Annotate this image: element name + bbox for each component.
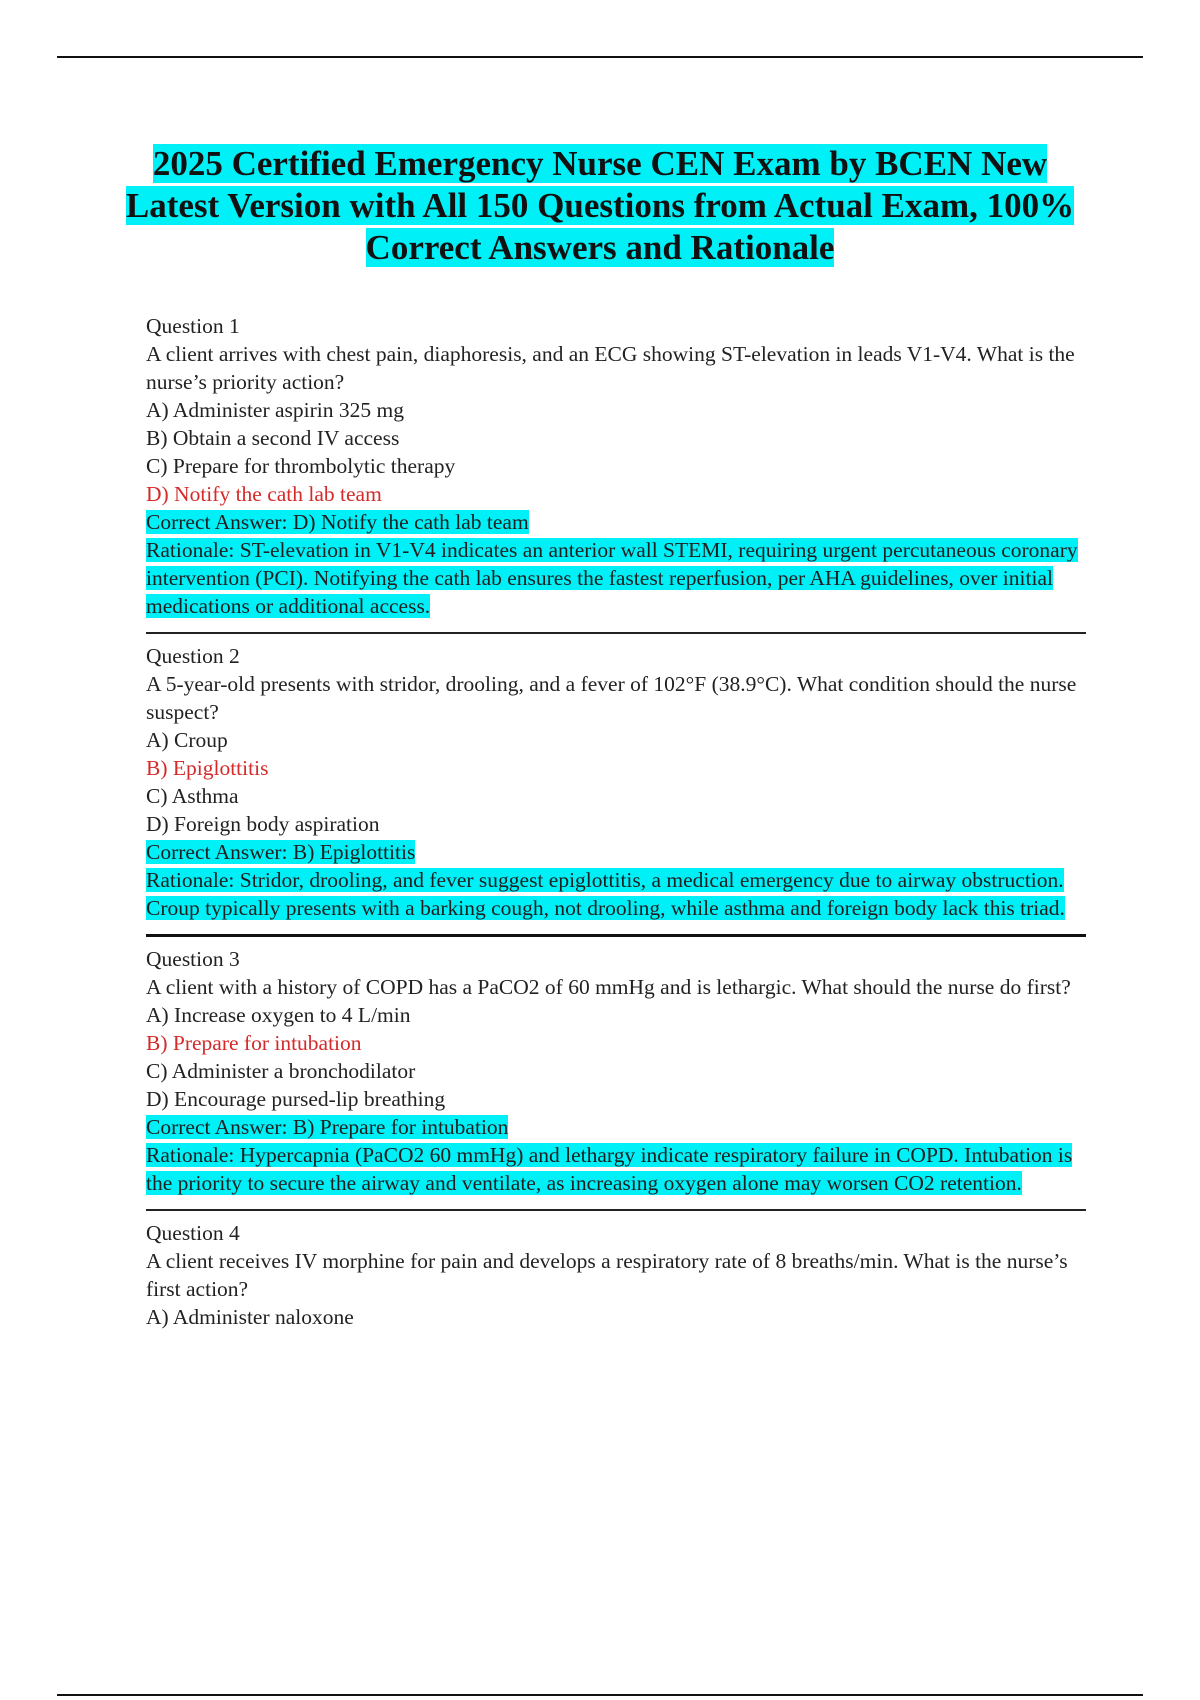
option-a: A) Administer naloxone <box>146 1305 354 1329</box>
correct-answer-text: Correct Answer: D) Notify the cath lab team <box>146 510 529 534</box>
header-rule <box>57 56 1143 58</box>
document-title-text: 2025 Certified Emergency Nurse CEN Exam by BCEN New Latest Version with All 150 Questions from Actual Exam, 100% Correct Answers and Rationale <box>125 144 1075 267</box>
question-4 <box>146 1219 1086 1343</box>
question-2 <box>146 642 1086 937</box>
question-stem: A 5-year-old presents with stridor, drooling, and a fever of 102°F (38.9°C). What condition should the nurse suspect? <box>146 672 1077 724</box>
rationale-text: Rationale: Hypercapnia (PaCO2 60 mmHg) and lethargy indicate respiratory failure in COPD. Intubation is the priority to secure the airway and ventilate, as increasing oxygen alone may worsen CO2 retention. <box>146 1143 1073 1195</box>
question-3 <box>146 945 1086 1211</box>
option-d: D) Encourage pursed-lip breathing <box>146 1087 446 1111</box>
footer-rule <box>57 1694 1143 1696</box>
rationale-text: Rationale: Stridor, drooling, and fever suggest epiglottitis, a medical emergency due to airway obstruction. Croup typically presents with a barking cough, not drooling, while asthma and foreign body lack this triad. <box>146 868 1065 920</box>
question-list <box>146 312 1086 1343</box>
option-d-correct: D) Notify the cath lab team <box>146 482 382 506</box>
rationale <box>146 1141 1086 1197</box>
question-stem: A client with a history of COPD has a PaCO2 of 60 mmHg and is lethargic. What should the nurse do first? <box>146 975 1071 999</box>
document-title <box>120 143 1080 269</box>
rationale <box>146 866 1086 922</box>
correct-answer <box>146 1113 1086 1141</box>
option-a: A) Increase oxygen to 4 L/min <box>146 1003 411 1027</box>
question-number: Question 3 <box>146 947 240 971</box>
option-b-correct: B) Prepare for intubation <box>146 1031 362 1055</box>
option-b: B) Obtain a second IV access <box>146 426 400 450</box>
correct-answer-text: Correct Answer: B) Prepare for intubation <box>146 1115 509 1139</box>
question-stem: A client arrives with chest pain, diaphoresis, and an ECG showing ST-elevation in leads V1-V4. What is the nurse’s priority action? <box>146 342 1075 394</box>
question-number: Question 2 <box>146 644 240 668</box>
question-stem: A client receives IV morphine for pain and develops a respiratory rate of 8 breaths/min. What is the nurse’s first action? <box>146 1249 1068 1301</box>
rationale <box>146 536 1086 620</box>
question-number: Question 4 <box>146 1221 240 1245</box>
option-b-correct: B) Epiglottitis <box>146 756 269 780</box>
option-d: D) Foreign body aspiration <box>146 812 380 836</box>
option-c: C) Prepare for thrombolytic therapy <box>146 454 456 478</box>
option-a: A) Administer aspirin 325 mg <box>146 398 404 422</box>
option-a: A) Croup <box>146 728 228 752</box>
correct-answer <box>146 508 1086 536</box>
question-1 <box>146 312 1086 634</box>
rationale-text: Rationale: ST-elevation in V1-V4 indicates an anterior wall STEMI, requiring urgent percutaneous coronary intervention (PCI). Notifying the cath lab ensures the fastest reperfusion, per AHA guidelines, over initial medications or additional access. <box>146 538 1078 618</box>
option-c: C) Administer a bronchodilator <box>146 1059 416 1083</box>
question-number: Question 1 <box>146 314 240 338</box>
option-c: C) Asthma <box>146 784 239 808</box>
correct-answer-text: Correct Answer: B) Epiglottitis <box>146 840 416 864</box>
correct-answer <box>146 838 1086 866</box>
